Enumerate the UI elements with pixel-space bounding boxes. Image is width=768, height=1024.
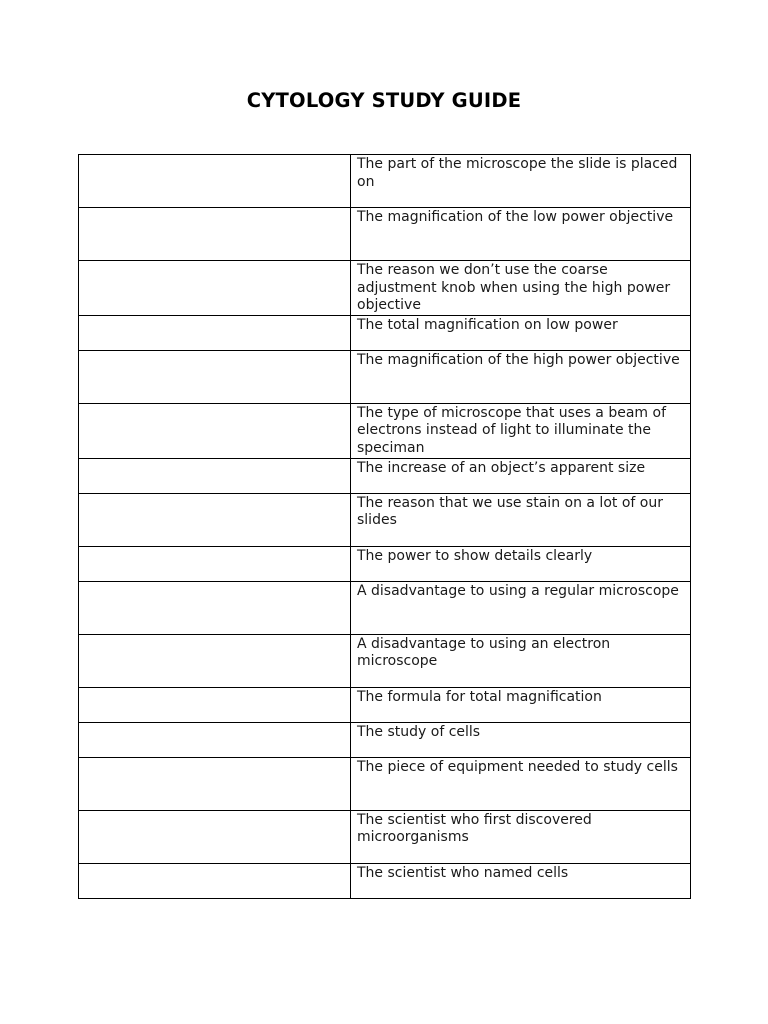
clue-cell: The type of microscope that uses a beam of electrons instead of light to illuminate the speciman [351,403,691,458]
answer-cell[interactable] [79,315,351,350]
table-row [79,315,691,350]
clue-cell: The power to show details clearly [351,546,691,581]
answer-cell[interactable] [79,757,351,810]
table-row [79,546,691,581]
answer-cell[interactable] [79,208,351,261]
table-row [79,403,691,458]
table-row [79,458,691,493]
answer-cell[interactable] [79,634,351,687]
clue-cell: The total magnification on low power [351,315,691,350]
clue-cell: The magnification of the high power objective [351,350,691,403]
clue-cell: The part of the microscope the slide is placed on [351,155,691,208]
clue-cell: A disadvantage to using an electron microscope [351,634,691,687]
answer-cell[interactable] [79,810,351,863]
table-row [79,722,691,757]
table-row [79,581,691,634]
table-row [79,634,691,687]
table-row [79,757,691,810]
answer-cell[interactable] [79,581,351,634]
clue-cell: The reason we don’t use the coarse adjustment knob when using the high power objective [351,261,691,316]
table-row [79,155,691,208]
table-row [79,493,691,546]
answer-cell[interactable] [79,546,351,581]
clue-cell: The scientist who named cells [351,863,691,898]
answer-cell[interactable] [79,458,351,493]
answer-cell[interactable] [79,687,351,722]
table-row [79,863,691,898]
study-guide-table [78,154,691,899]
clue-cell: The formula for total magnification [351,687,691,722]
answer-cell[interactable] [79,863,351,898]
answer-cell[interactable] [79,350,351,403]
answer-cell[interactable] [79,493,351,546]
answer-cell[interactable] [79,722,351,757]
clue-cell: A disadvantage to using a regular microscope [351,581,691,634]
table-row [79,810,691,863]
table-row [79,350,691,403]
clue-cell: The piece of equipment needed to study cells [351,757,691,810]
clue-cell: The increase of an object’s apparent size [351,458,691,493]
clue-cell: The reason that we use stain on a lot of our slides [351,493,691,546]
table-row [79,208,691,261]
clue-cell: The magnification of the low power objective [351,208,691,261]
table-row [79,261,691,316]
clue-cell: The study of cells [351,722,691,757]
table-row [79,687,691,722]
clue-cell: The scientist who first discovered microorganisms [351,810,691,863]
answer-cell[interactable] [79,261,351,316]
answer-cell[interactable] [79,155,351,208]
page-title: CYTOLOGY STUDY GUIDE [246,89,522,112]
answer-cell[interactable] [79,403,351,458]
